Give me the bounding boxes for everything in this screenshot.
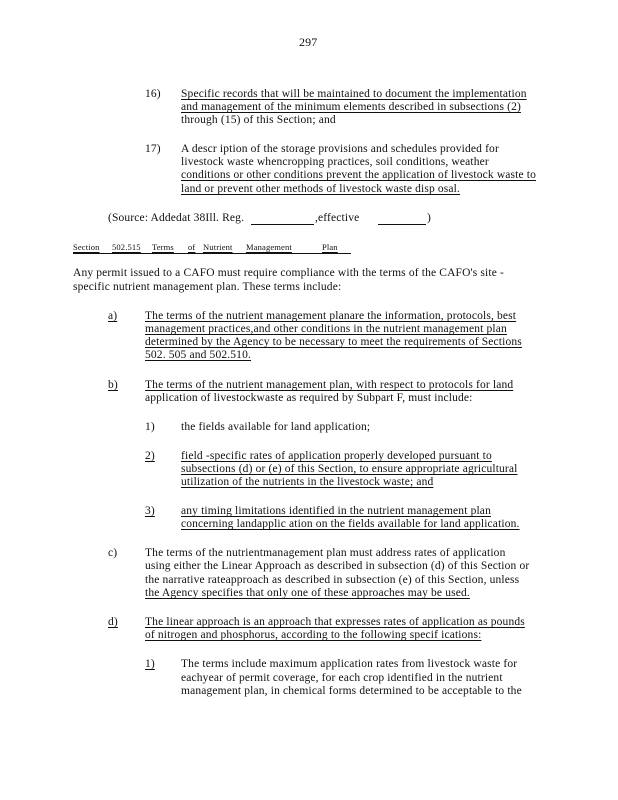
item-17-line-4: land or prevent other methods of livestock waste disp osal.: [181, 183, 461, 195]
subsection-d-item-1-line-1: The terms include maximum application rates from livestock waste for: [181, 658, 518, 670]
item-16-line-3: through (15) of this Section; and: [181, 114, 336, 126]
section-label: Section: [73, 242, 100, 252]
source-blank-2: [378, 224, 426, 225]
section-heading-underline: [73, 253, 351, 254]
subsection-d-line-2: of nitrogen and phosphorus, according to the following specif ications:: [145, 629, 482, 641]
item-16-line-1: Specific records that will be maintained to document the implementation: [181, 88, 527, 100]
source-prefix: (Source: Addedat 38Ill. Reg.: [108, 212, 245, 224]
section-title-word-3: Nutrient: [203, 242, 233, 252]
subsection-b-line-2: application of livestockwaste as required by Subpart F, must include:: [145, 392, 473, 404]
subsection-b-item-1-number: 1): [145, 421, 155, 433]
subsection-b-item-3-line-1: any timing limitations identified in the nutrient management plan: [181, 505, 491, 517]
item-17-line-2: livestock waste whencropping practices, soil conditions, weather: [181, 156, 489, 168]
item-16-line-2: and management of the minimum elements described in subsections (2): [181, 101, 521, 113]
subsection-b-label: b): [108, 379, 118, 391]
page-number: 297: [299, 35, 318, 49]
intro-line-2: specific nutrient management plan. These terms include:: [73, 281, 342, 293]
source-suffix: ): [427, 212, 431, 224]
subsection-a-line-2: management practices,and other conditions in the nutrient management plan: [145, 323, 507, 335]
section-title-word-4: Management: [246, 242, 292, 252]
section-title-word-5: Plan: [322, 242, 338, 252]
subsection-c-line-3: the narrative rateapproach as described in subsection (e) of this Section, unless: [145, 574, 520, 586]
subsection-c-line-2: using either the Linear Approach as described in subsection (d) of this Section or: [145, 560, 530, 572]
subsection-a-line-3: determined by the Agency to be necessary to meet the requirements of Sections: [145, 336, 522, 348]
subsection-c-label: c): [108, 547, 118, 559]
item-17-line-1: A descr iption of the storage provisions and schedules provided for: [181, 143, 499, 155]
subsection-a-line-4: 502. 505 and 502.510.: [145, 349, 252, 361]
subsection-d-item-1-line-3: management plan, in chemical forms determined to be acceptable to the: [181, 685, 522, 697]
subsection-d-item-1-number: 1): [145, 658, 155, 670]
subsection-c-line-1: The terms of the nutrientmanagement plan must address rates of application: [145, 547, 506, 559]
item-16-number: 16): [145, 88, 161, 100]
subsection-b-item-2-line-3: utilization of the nutrients in the livestock waste; and: [181, 476, 434, 488]
section-number: 502.515: [112, 242, 141, 252]
intro-line-1: Any permit issued to a CAFO must require compliance with the terms of the CAFO's site -: [73, 267, 504, 279]
source-blank-1: [251, 224, 314, 225]
section-title-word-1: Terms: [152, 242, 174, 252]
section-title-word-2: of: [188, 242, 196, 252]
subsection-b-line-1: The terms of the nutrient management plan, with respect to protocols for land: [145, 379, 514, 391]
subsection-b-item-1-line-1: the fields available for land application;: [181, 421, 371, 433]
subsection-a-label: a): [108, 310, 118, 322]
subsection-d-label: d): [108, 616, 118, 628]
subsection-c-line-4: the Agency specifies that only one of these approaches may be used.: [145, 587, 470, 599]
subsection-a-line-1: The terms of the nutrient management planare the information, protocols, best: [145, 310, 517, 322]
subsection-b-item-3-line-2: concerning landapplic ation on the fields available for land application.: [181, 518, 520, 530]
item-17-number: 17): [145, 143, 161, 155]
source-middle: ,effective: [315, 212, 360, 224]
subsection-b-item-2-line-2: subsections (d) or (e) of this Section, to ensure appropriate agricultural: [181, 463, 518, 475]
subsection-b-item-2-line-1: field -specific rates of application properly developed pursuant to: [181, 450, 492, 462]
subsection-b-item-2-number: 2): [145, 450, 155, 462]
subsection-b-item-3-number: 3): [145, 505, 155, 517]
subsection-d-item-1-line-2: eachyear of permit coverage, for each crop identified in the nutrient: [181, 672, 503, 684]
item-17-line-3: conditions or other conditions prevent the application of livestock waste to: [181, 169, 537, 181]
subsection-d-line-1: The linear approach is an approach that expresses rates of application as pounds: [145, 616, 525, 628]
